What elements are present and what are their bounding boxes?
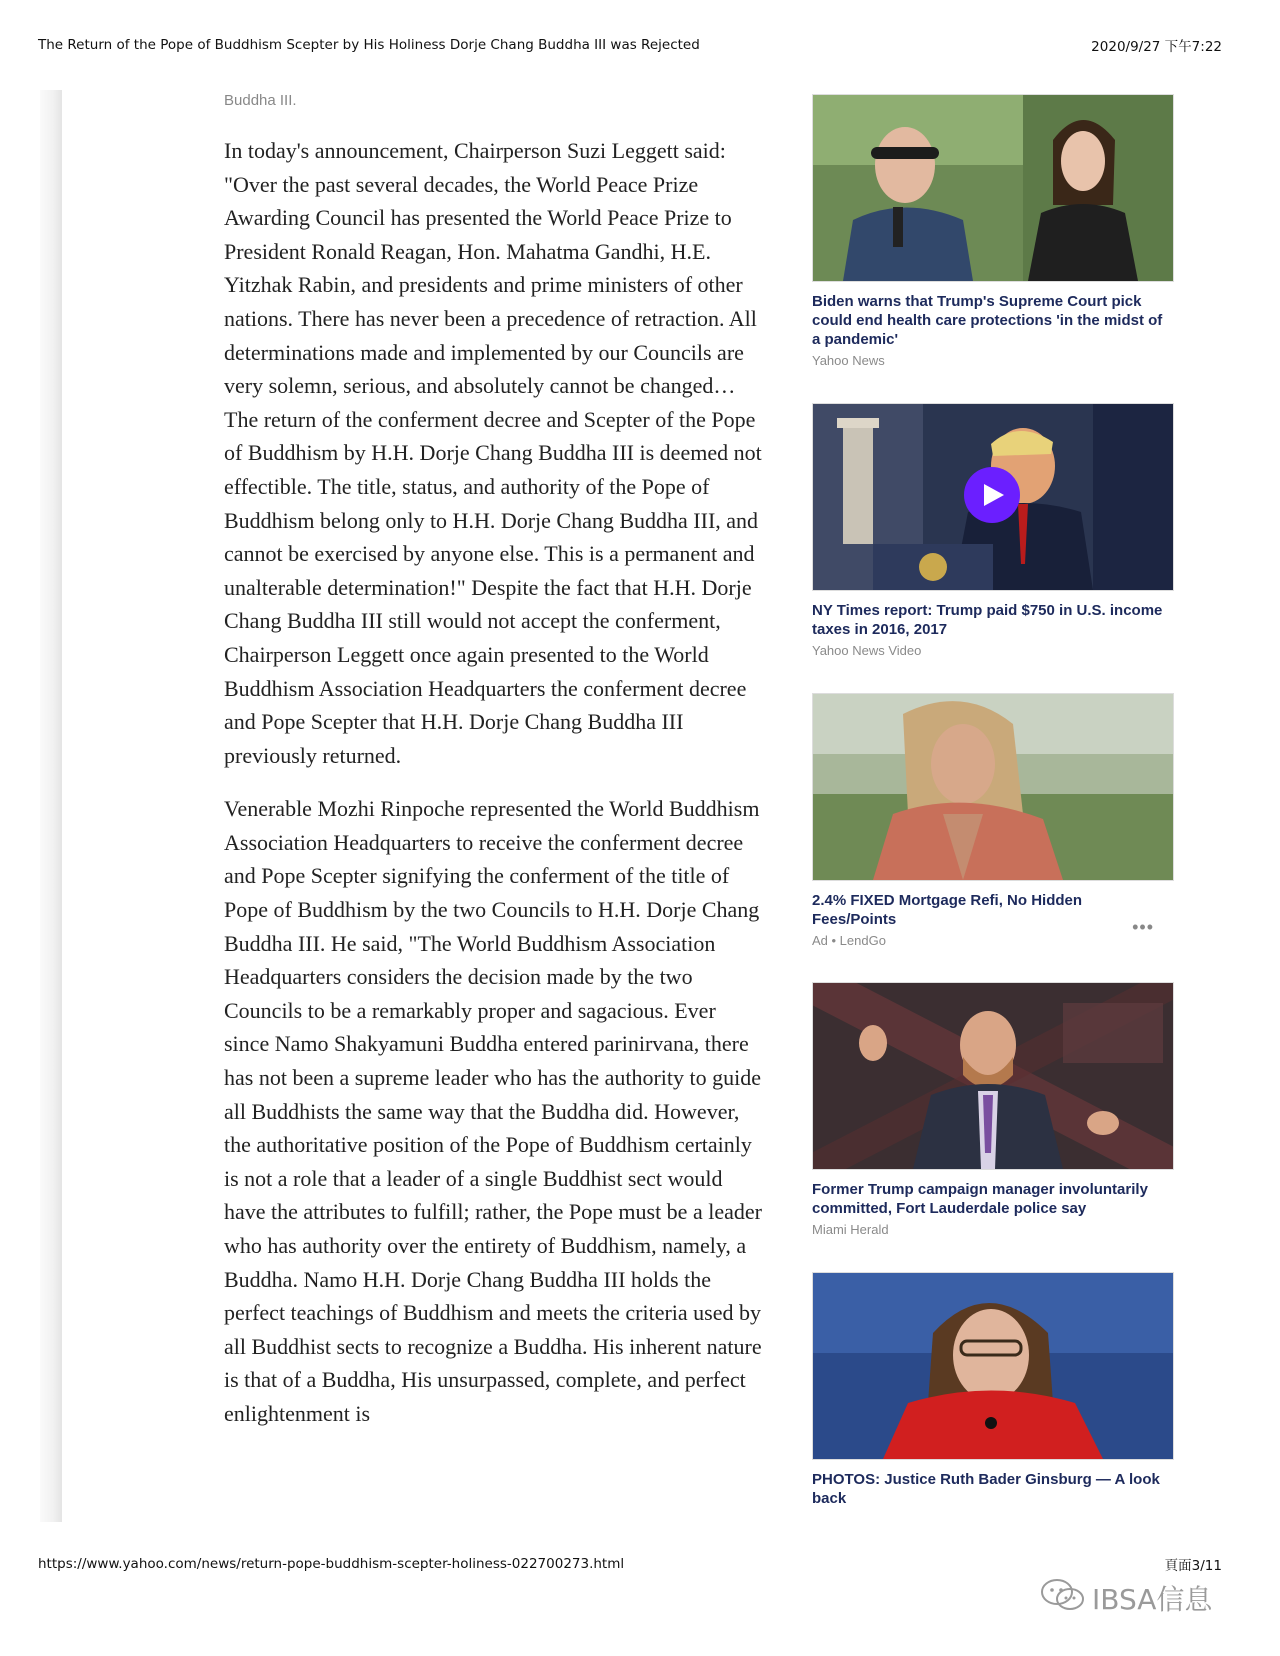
print-header xyxy=(38,34,1222,56)
news-card-source: Yahoo News Video xyxy=(812,643,922,658)
ibsa-watermark xyxy=(1040,1578,1212,1618)
news-photo-two-speakers[interactable] xyxy=(812,94,1174,282)
news-photo-speaker-stage[interactable] xyxy=(812,982,1174,1170)
video-thumbnail-podium[interactable] xyxy=(812,403,1174,591)
print-datetime: 2020/9/27 下午7:22 xyxy=(1091,39,1222,55)
page-url: https://www.yahoo.com/news/return-pope-buddhism-scepter-holiness-022700273.html xyxy=(38,1556,625,1572)
watermark-text: IBSA信息 xyxy=(1092,1583,1213,1616)
article-paragraph: Venerable Mozhi Rinpoche represented the World Buddhism Association Headquarters to receive the conferment decree and Pope Scepter signifying the conferment of the title of Pope of Buddhism by the two Councils to H.H. Dorje Chang Buddha III. He said, "The World Buddhism Association Headquarters considers the decision made by the two Councils to be a remarkably proper and sagacious. Ever since Namo Shakyamuni Buddha entered parinirvana, there has not been a supreme leader who has the authority to guide all Buddhists the same way that the Buddha did. However, the authoritative position of the Pope of Buddhism certainly is not a role that a leader of a single Buddhist sect would have the attributes to fulfill; rather, the Pope must be a leader who has authority over the entirety of Buddhism, namely, a Buddha. Namo H.H. Dorje Chang Buddha III holds the perfect teachings of Buddhism and meets the criteria used by all Buddhist sects to recognize a Buddha. His inherent nature is that of a Buddha, His unsurpassed, complete, and perfect enlightenment is xyxy=(224,796,762,1426)
news-card-source: Yahoo News xyxy=(812,353,885,368)
article-body xyxy=(224,90,774,1451)
ad-card[interactable] xyxy=(812,693,1174,948)
play-icon[interactable] xyxy=(964,467,1020,523)
news-card[interactable] xyxy=(812,403,1174,658)
news-card-headline[interactable]: Biden warns that Trump's Supreme Court pick could end health care protections 'in the midst of a pandemic' xyxy=(812,293,1163,348)
news-card[interactable] xyxy=(812,94,1174,368)
left-margin-rule xyxy=(40,90,62,1522)
news-photo-portrait-red[interactable] xyxy=(812,1272,1174,1460)
news-card-headline[interactable]: NY Times report: Trump paid $750 in U.S. income taxes in 2016, 2017 xyxy=(812,602,1163,638)
page-number: 頁面3/11 xyxy=(1164,1558,1222,1574)
ad-photo-woman[interactable] xyxy=(812,693,1174,881)
news-card[interactable] xyxy=(812,1272,1174,1508)
print-footer xyxy=(38,1553,1222,1575)
wechat-icon xyxy=(1040,1578,1086,1619)
ad-card-sponsor: Ad • LendGo xyxy=(812,933,886,948)
ad-card-headline[interactable]: 2.4% FIXED Mortgage Refi, No Hidden Fees/Points xyxy=(812,892,1083,928)
news-card-headline[interactable]: PHOTOS: Justice Ruth Bader Ginsburg — A look back xyxy=(812,1471,1160,1507)
print-page-title: The Return of the Pope of Buddhism Scepter by His Holiness Dorje Chang Buddha III was Rejected xyxy=(38,37,700,53)
article-paragraph: In today's announcement, Chairperson Suzi Leggett said: "Over the past several decades, the World Peace Prize Awarding Council has presented the World Peace Prize to President Ronald Reagan, Hon. Mahatma Gandhi, H.E. Yitzhak Rabin, and presidents and prime ministers of other nations. There has never been a precedence of retraction. All determinations made and implemented by our Councils are very solemn, serious, and absolutely cannot be changed…The return of the conferment decree and Scepter of the Pope of Buddhism by H.H. Dorje Chang Buddha III is deemed not effectible. The title, status, and authority of the Pope of Buddhism belong only to H.H. Dorje Chang Buddha III, and cannot be exercised by anyone else. This is a permanent and unalterable determination!" Despite the fact that H.H. Dorje Chang Buddha III still would not accept the conferment, Chairperson Leggett once again presented to the World Buddhism Association Headquarters the conferment decree and Pope Scepter that H.H. Dorje Chang Buddha III previously returned. xyxy=(224,138,762,768)
image-caption-tail: Buddha III. xyxy=(224,92,297,109)
news-card[interactable] xyxy=(812,982,1174,1237)
news-card-source: Miami Herald xyxy=(812,1222,889,1237)
more-options-icon[interactable]: ••• xyxy=(1132,917,1154,937)
news-card-headline[interactable]: Former Trump campaign manager involuntarily committed, Fort Lauderdale police say xyxy=(812,1181,1148,1217)
